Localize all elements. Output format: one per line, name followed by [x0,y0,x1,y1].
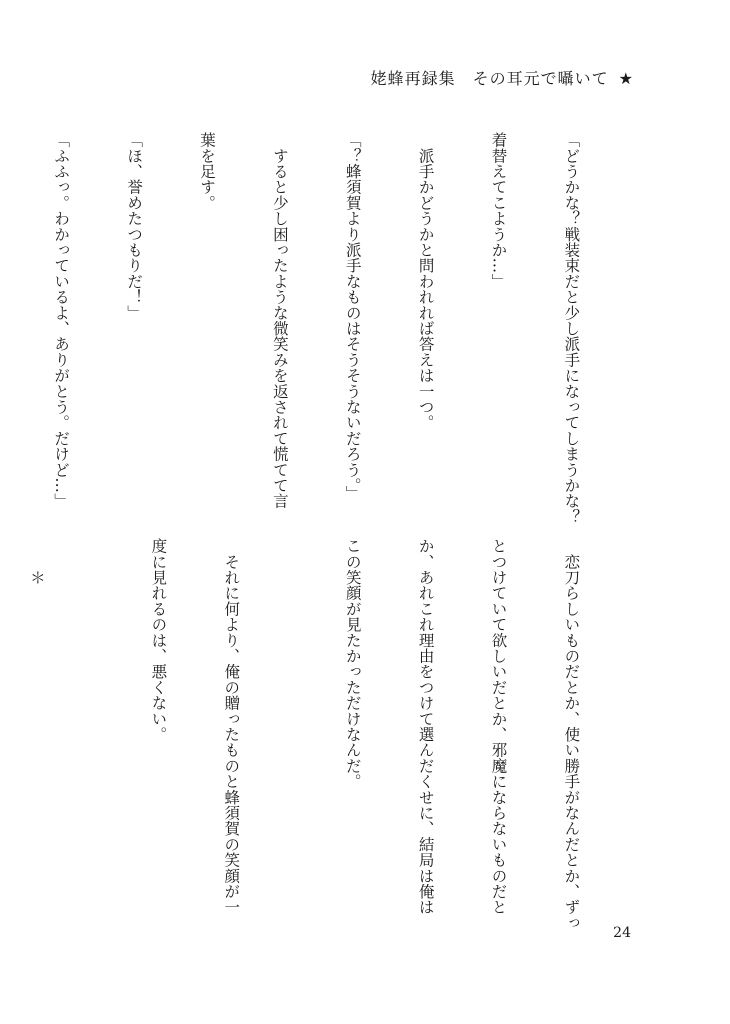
page-number: 24 [613,925,631,941]
header-title: 姥蜂再録集 その耳元で囁いて [370,69,609,88]
text-line: 「ふふっ。わかっているよ、ありがとう。だけど…」 [52,132,71,509]
text-line: 恋刀らしいものだとか、使い勝手がなんだとか、ずっ [562,538,581,931]
section-break: ＊ [27,538,46,586]
star-icon: ★ [618,69,634,88]
text-line: 度に見れるのは、悪くない。 [149,538,168,743]
text-column-bottom [27,538,632,931]
text-line: 「？蜂須賀より派手なものはそうそうないだろう。」 [343,132,362,502]
text-column-top [52,132,632,525]
text-line: とつけていて欲しいだとか、邪魔にならないものだと [489,538,508,915]
text-line: 葉を足す。 [197,132,216,211]
text-line: 着替えてこようか…」 [489,132,508,289]
text-line: この笑顔が見たかっただけなんだ。 [343,538,362,790]
text-line: 「ほ、誉めたつもりだ！」 [125,132,144,321]
running-header [371,66,634,89]
text-line: か、あれこれ理由をつけて選んだくせに、結局は俺は [416,538,435,915]
text-line: 派手かどうかと問われれば答えは一つ。 [416,132,435,431]
text-line: 「どうかな？戦装束だと少し派手になってしまうかな？ [562,132,581,525]
text-line: それに何より、俺の贈ったものと蜂須賀の笑顔が一 [222,538,241,915]
text-line: すると少し困ったような微笑みを返されて慌てて言 [270,132,289,509]
